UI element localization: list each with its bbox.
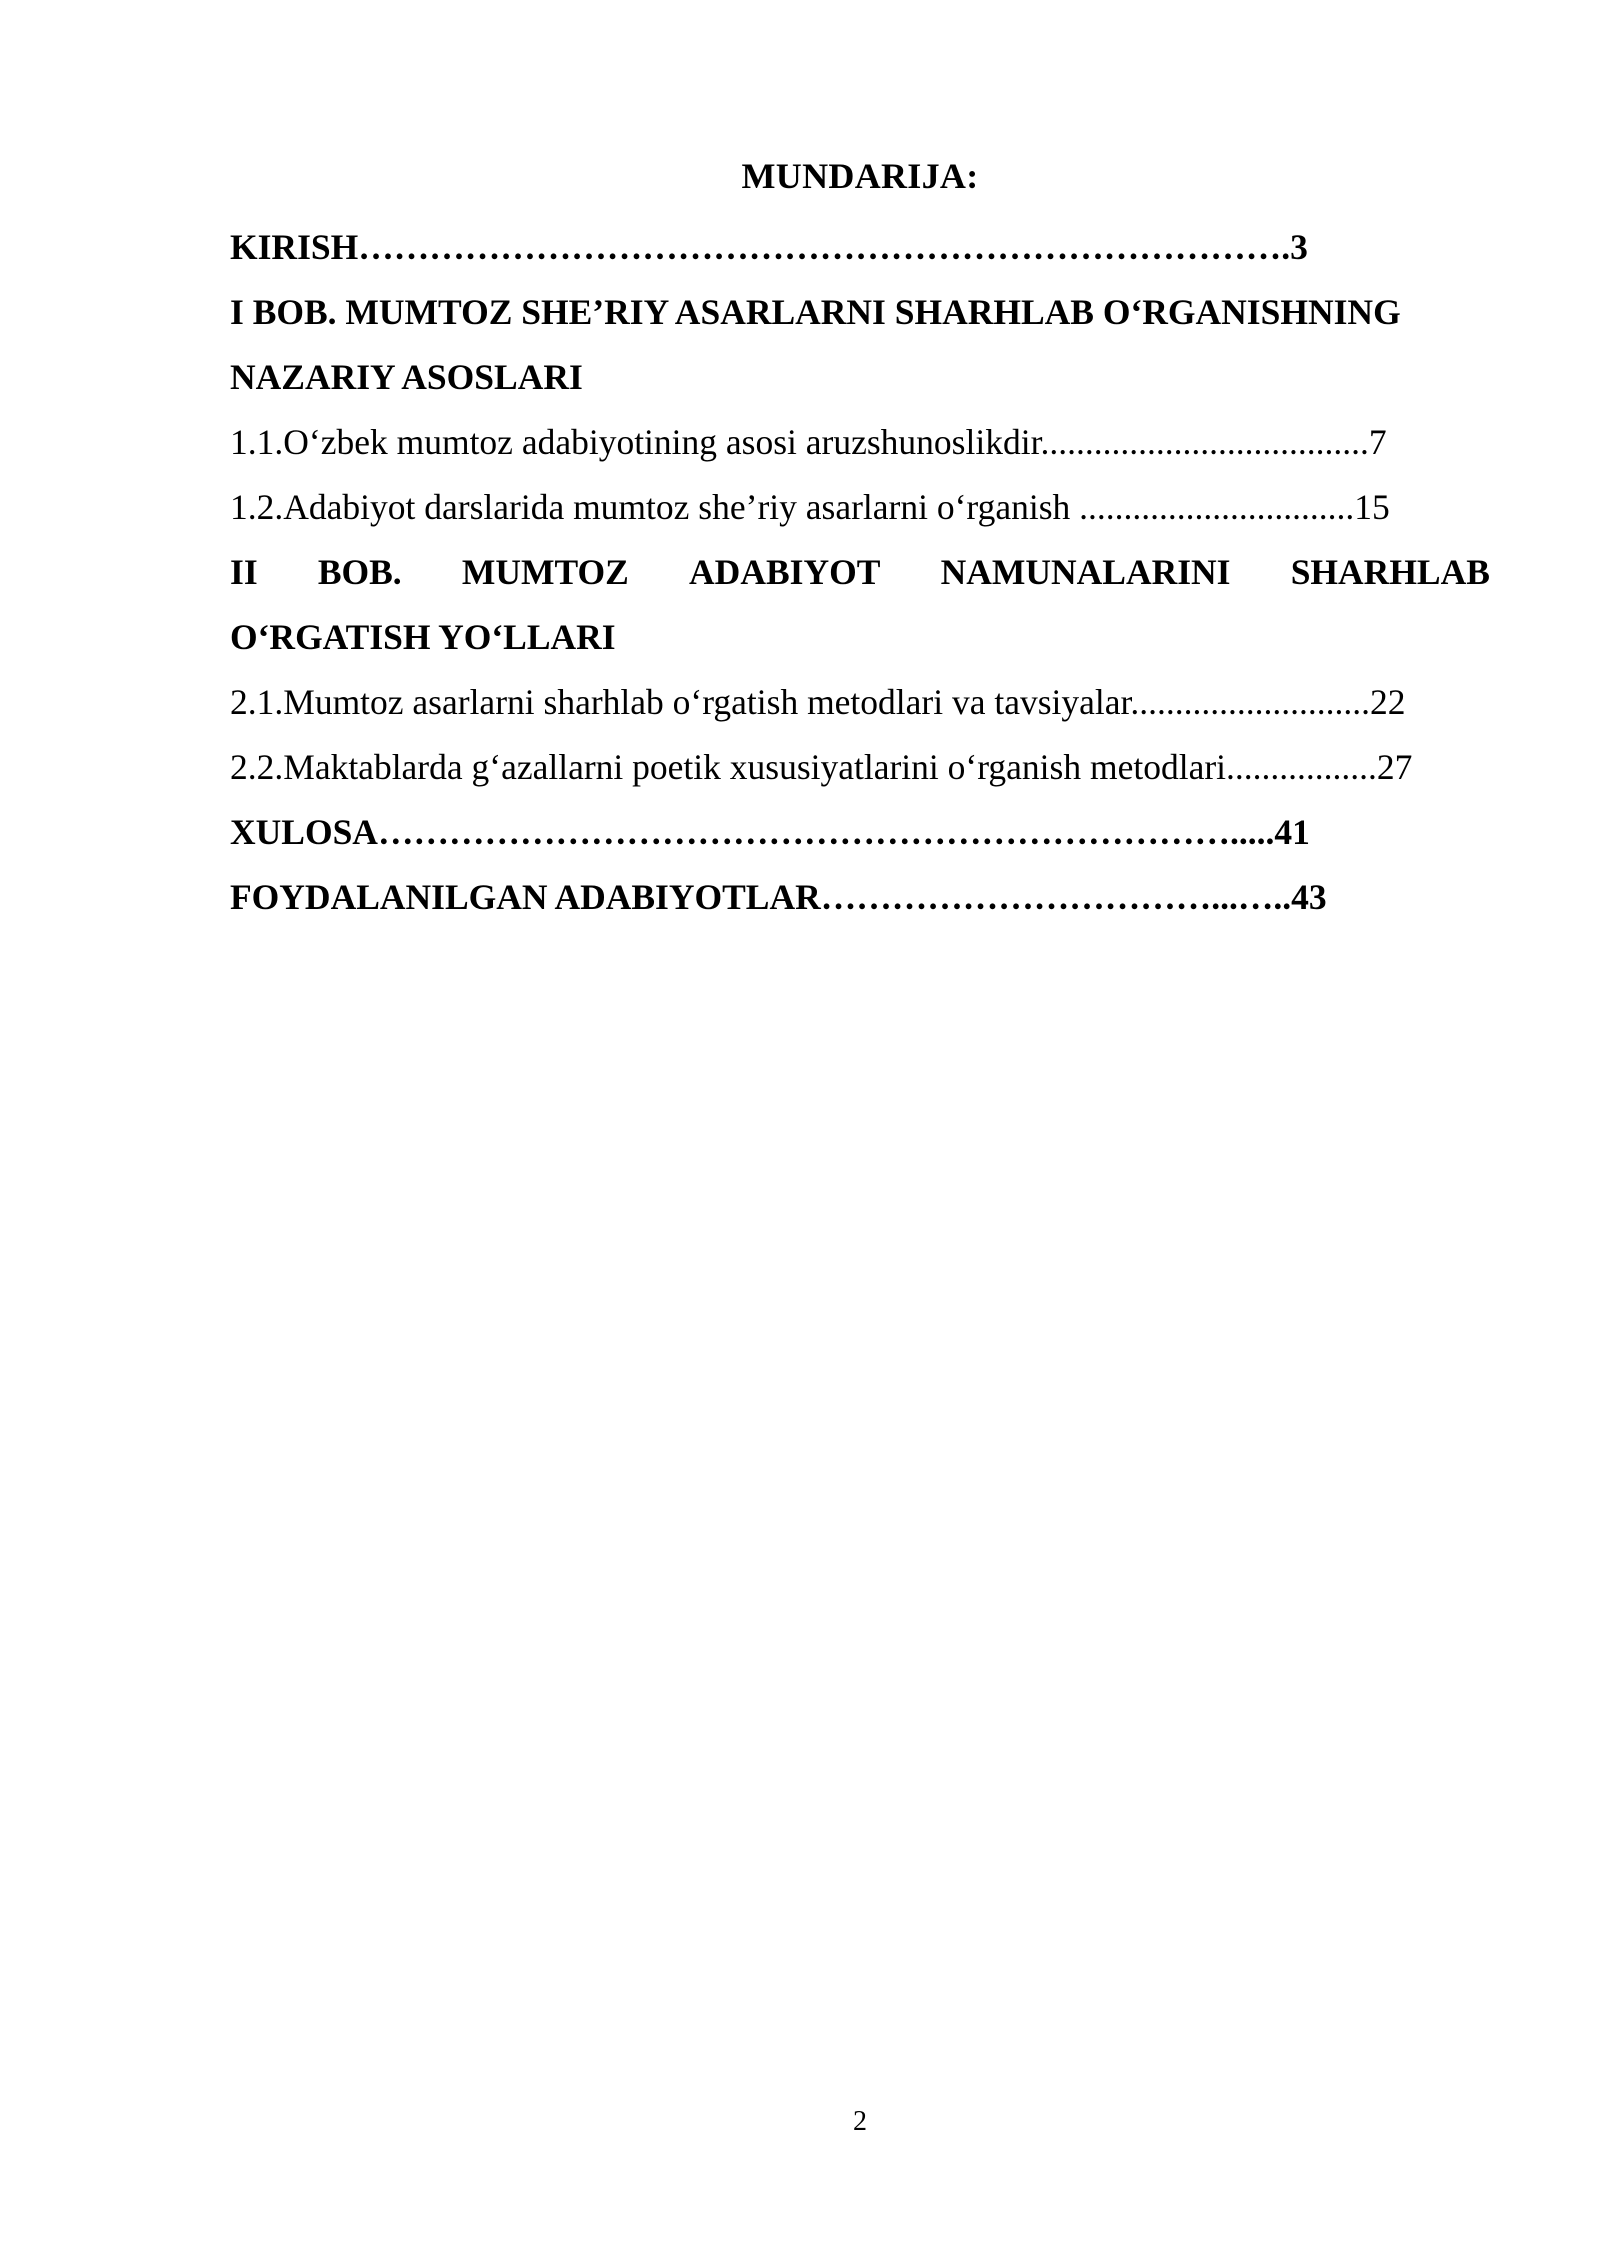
chapter-2-word: MUMTOZ: [461, 552, 629, 592]
chapter-2-word: SHARHLAB: [1290, 552, 1490, 592]
toc-entry-kirish: KIRISH…………………………………………………………………….3: [230, 227, 1308, 267]
toc-entry-chapter-2-title: [230, 540, 1490, 605]
chapter-2-word: ADABIYOT: [689, 552, 881, 592]
chapter-2-word: II: [230, 552, 258, 592]
toc-entry-xulosa: XULOSA……………………………………………………………….....41: [230, 812, 1310, 852]
toc-entry-section-2-1: 2.1.Mumtoz asarlarni sharhlab o‘rgatish metodlari va tavsiyalar...........................22: [230, 682, 1406, 722]
toc-entry-section-2-2: 2.2.Maktablarda g‘azallarni poetik xususiyatlarini o‘rganish metodlari.................27: [230, 747, 1413, 787]
toc-entry-chapter-1-title: I BOB. MUMTOZ SHE’RIY ASARLARNI SHARHLAB O‘RGANISHNING: [230, 292, 1401, 332]
toc-entry-section-1-2: 1.2.Adabiyot darslarida mumtoz she’riy asarlarni o‘rganish ...............................15: [230, 487, 1390, 527]
toc-entry-section-1-1: 1.1.O‘zbek mumtoz adabiyotining asosi aruzshunoslikdir.....................................7: [230, 422, 1387, 462]
chapter-2-word: NAMUNALARINI: [940, 552, 1231, 592]
toc-entry-chapter-2-title-cont: O‘RGATISH YO‘LLARI: [230, 617, 616, 657]
table-of-contents: [230, 215, 1490, 930]
page-number: 2: [853, 2106, 867, 2137]
chapter-2-word: BOB.: [317, 552, 402, 592]
toc-entry-references: FOYDALANILGAN ADABIYOTLAR……………………………...…..43: [230, 877, 1327, 917]
toc-heading: MUNDARIJA:: [741, 156, 979, 196]
toc-entry-chapter-1-title-cont: NAZARIY ASOSLARI: [230, 357, 583, 397]
